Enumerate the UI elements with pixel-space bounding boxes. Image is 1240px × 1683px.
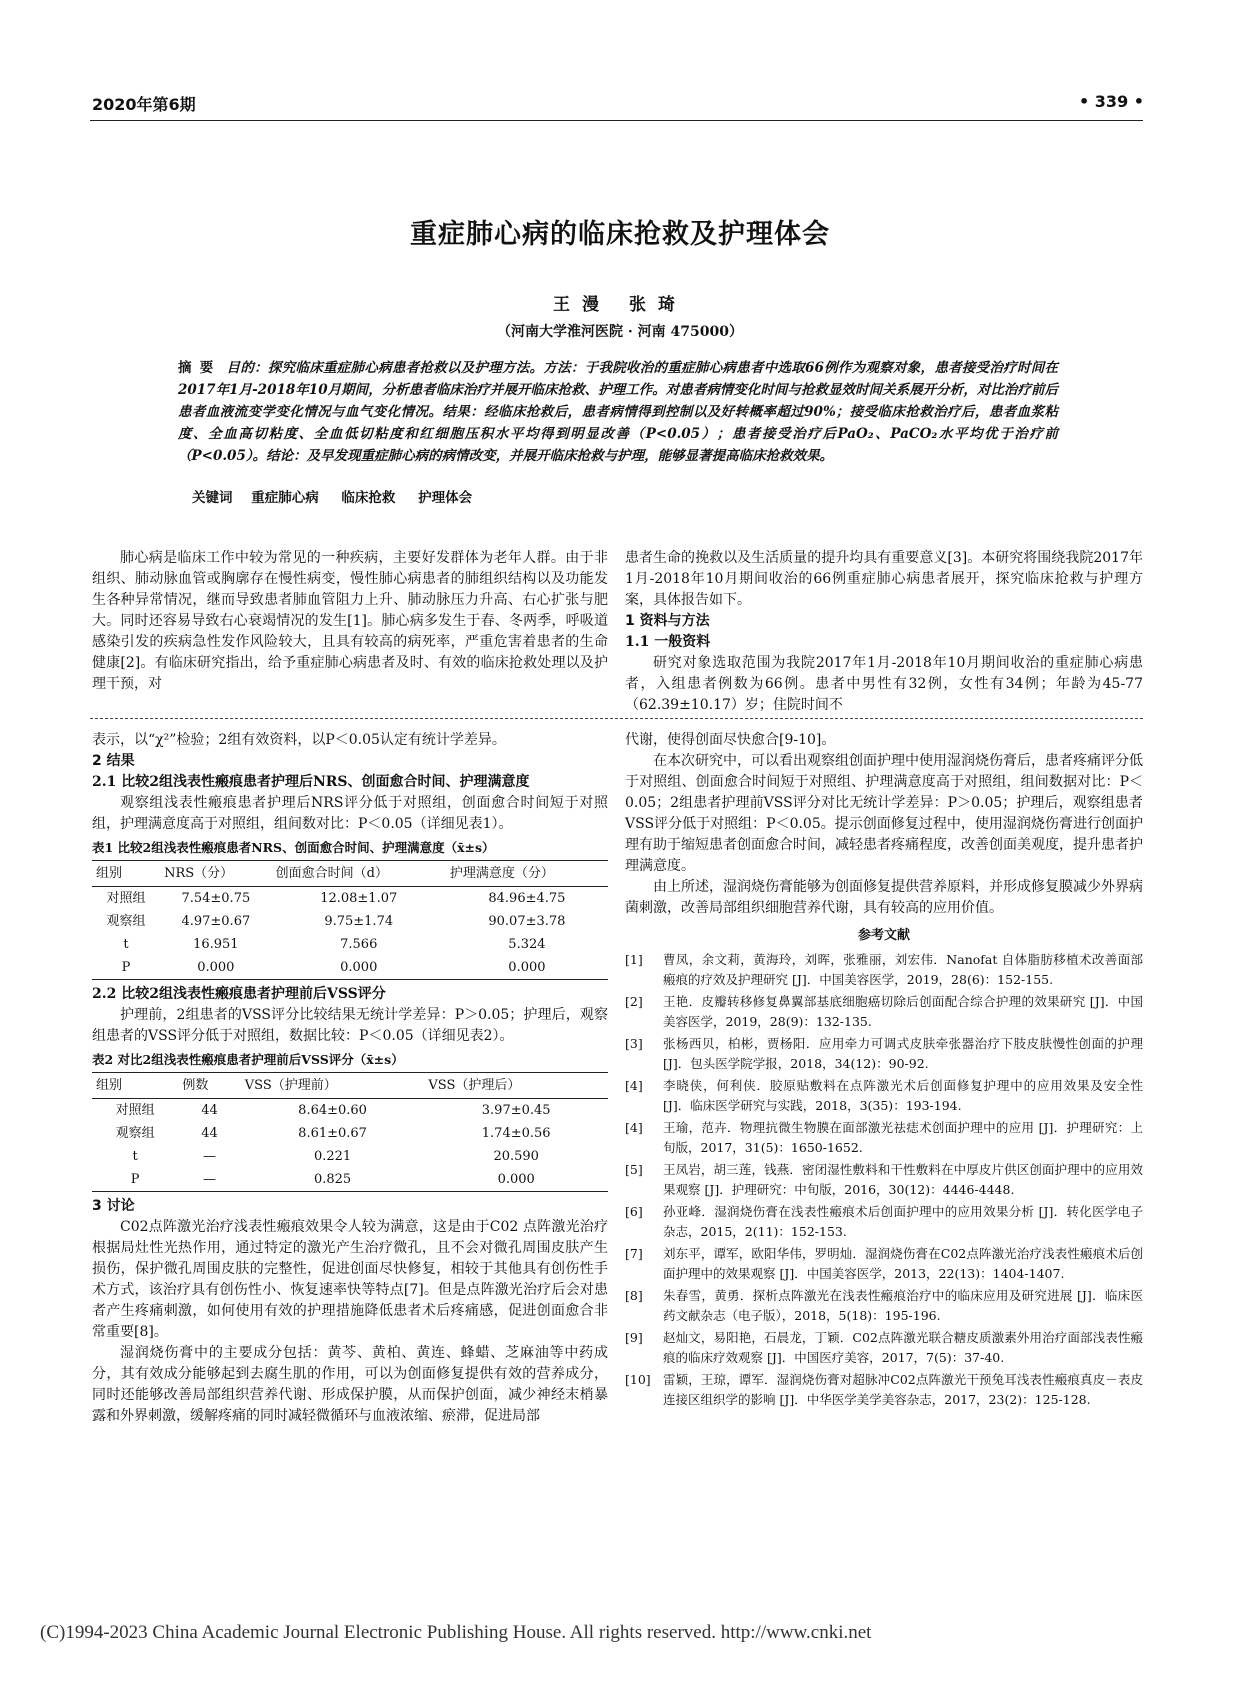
table-cell: 0.000 [160,956,272,980]
table-header: NRS（分） [160,861,272,887]
authors: 王漫 张琦 [553,295,687,315]
table-cell: t [132,1149,138,1164]
table-cell: 90.07±3.78 [488,914,566,929]
header-rule [90,120,1143,121]
table-header: 创面愈合时间（d） [272,861,446,887]
reference-item [625,1118,1143,1158]
table-row [92,1099,608,1123]
keyword: 临床抢救 [341,490,396,506]
intro-paragraph: 肺心病是临床工作中较为常见的一种疾病，主要好发群体为老年人群。由于非组织、肺动脉血管或胸廓存在慢性病变，慢性肺心病患者的肺组织结构以及功能发生各种异常情况，继而导致患者肺血管阻力上升、肺动脉压力升高、右心扩张与肥大。同时还容易导致右心衰竭情况的发生[1]。肺心病多发生于春、冬两季，呼吸道感染引发的疾病急性发作风险较大，且具有较高的病死率，严重危害着患者的生命健康[2]。有临床研究指出，给予重症肺心病患者及时、有效的临床抢救处理以及护理干预，对 [92,550,608,692]
table2 [92,1072,608,1192]
table-cell: 20.590 [493,1149,539,1164]
table-cell: 0.000 [446,956,608,980]
reference-text: 孙亚峰．湿润烧伤膏在浅表性瘢痕术后创面护理中的应用效果分析 [J]．转化医学电子杂志，2015，2(11)：152-153. [663,1204,1143,1239]
table-cell: 44 [201,1126,218,1141]
table-cell: 12.08±1.07 [320,891,398,906]
references-title: 参考文献 [857,928,910,943]
reference-item [625,950,1143,990]
table-cell: 观察组 [115,1126,155,1141]
reference-item [625,1202,1143,1242]
discussion-paragraph: 在本次研究中，可以看出观察组创面护理中使用湿润烧伤膏后，患者疼痛评分低于对照组、创面愈合时间短于对照组、护理满意度高于对照组，组间数据对比：P＜0.05；2组患者护理前VSS评分对比无统计学差异：P＞0.05；护理后，观察组患者VSS评分低于对照组：P＜0.05。提示创面修复过程中，使用湿润烧伤膏进行创面护理有助于缩短患者创面愈合时间，减轻患者疼痛程度，改善创面美观度，提升患者护理满意度。 [625,753,1143,874]
table-cell: 1.74±0.56 [481,1126,551,1141]
upper-left-column [92,548,608,695]
reference-text: 王凤岩，胡三莲，钱燕．密闭湿性敷料和干性敷料在中厚皮片供区创面护理中的应用效果观察 [J]．护理研究：中旬版，2016，30(12)：4446-4448. [663,1162,1143,1197]
result-paragraph: 观察组浅表性瘢痕患者护理后NRS评分低于对照组，创面愈合时间短于对照组，护理满意度高于对照组，组间数对比：P＜0.05（详细见表1）。 [92,795,608,832]
table1 [92,860,608,980]
table-row [92,933,608,956]
table-cell: 5.324 [508,937,546,952]
affiliation: （河南大学淮河医院 · 河南 475000） [497,324,743,340]
table2-caption: 表2 对比2组浅表性瘢痕患者护理前后VSS评分（x̄±s） [92,1052,404,1067]
reference-text: 王艳．皮瓣转移修复鼻翼部基底细胞癌切除后创面配合综合护理的效果研究 [J]．中国美容医学，2019，28(9)：132-135. [663,994,1143,1029]
reference-text: 张杨西贝，柏彬，贾杨阳．应用牵力可调式皮肤牵张器治疗下肢皮肤慢性创面的护理 [J]．包头医学院学报，2018，34(12)：90-92. [663,1036,1143,1071]
reference-number: [3] [625,1036,643,1051]
lower-left-column [92,730,608,1427]
discussion-paragraph-cont: 代谢，使得创面尽快愈合[9-10]。 [625,732,836,748]
reference-item [625,992,1143,1032]
table-cell: 观察组 [106,914,146,929]
table-cell: 4.97±0.67 [181,914,251,929]
reference-number: [8] [625,1288,643,1303]
table-cell: 16.951 [193,937,239,952]
abstract-text: 目的：探究临床重症肺心病患者抢救以及护理方法。方法：于我院收治的重症肺心病患者中选取66例作为观察对象，患者接受治疗时间在2017年1月-2018年10月期间，分析患者临床治疗并展开临床抢救、护理工作。对患者病情变化时间与抢救显效时间关系展开分析，对比治疗前后患者血液流变学变化情况与血气变化情况。结果：经临床抢救后，患者病情得到控制以及好转概率超过90%；接受临床抢救治疗后，患者血浆粘度、全血高切粘度、全血低切粘度和红细胞压积水平均得到明显改善（P<0.05）；患者接受治疗后PaO₂、PaCO₂水平均优于治疗前（P<0.05）。结论：及早发现重症肺心病的病情改变，并展开临床抢救与护理，能够显著提高临床抢救效果。 [178,360,1059,464]
reference-number: [4] [625,1120,643,1135]
upper-right-column [625,548,1143,716]
subsection-heading: 2.1 比较2组浅表性瘢痕患者护理后NRS、创面愈合时间、护理满意度 [92,774,530,790]
reference-number: [1] [625,952,643,967]
table-cell: 对照组 [115,1103,155,1118]
table-cell: 0.000 [424,1168,608,1192]
reference-item [625,1286,1143,1326]
discussion-paragraph: 湿润烧伤膏中的主要成分包括：黄芩、黄柏、黄连、蜂蜡、芝麻油等中药成分，其有效成分能够起到去腐生肌的作用，可以为创面修复提供有效的营养成分，同时还能够改善局部组织营养代谢、形成保护膜，从而保护创面，减少神经末梢暴露和外界刺激，缓解疼痛的同时减轻微循环与血液浓缩、瘀滞，促进局部 [92,1345,608,1424]
copyright-footer: (C)1994-2023 China Academic Journal Electronic Publishing House. All rights reserved. http://www.cnki.net [40,1622,872,1643]
reference-item [625,1244,1143,1284]
table1-caption: 表1 比较2组浅表性瘢痕患者NRS、创面愈合时间、护理满意度（x̄±s） [92,840,495,855]
table-header: 组别 [92,861,160,887]
table-cell: — [203,1149,217,1164]
reference-item [625,1076,1143,1116]
lower-right-column [625,730,1143,1412]
table-row [92,887,608,911]
general-data-paragraph: 研究对象选取范围为我院2017年1月-2018年10月期间收治的重症肺心病患者，入组患者例数为66例。患者中男性有32例，女性有34例；年龄为45-77（62.39±10.17）岁；住院时间不 [625,655,1143,713]
table-header: 例数 [178,1073,240,1099]
table-header: VSS（护理前） [241,1073,425,1099]
table-cell: 84.96±4.75 [488,891,566,906]
reference-list [625,950,1143,1410]
table-cell: 7.54±0.75 [181,891,251,906]
reference-number: [6] [625,1204,643,1219]
reference-text: 雷颖，王琼，谭军．湿润烧伤膏对超脉冲C02点阵激光干预兔耳浅表性瘢痕真皮－表皮连接区组织学的影响 [J]．中华医学美学美容杂志，2017，23(2)：125-128. [663,1372,1143,1407]
discussion-paragraph: C02点阵激光治疗浅表性瘢痕效果令人较为满意，这是由于C02 点阵激光治疗根据局灶性光热作用，通过特定的激光产生治疗微孔，且不会对微孔周围皮肤产生损伤，保护微孔周围皮肤的完整性，促进创面尽快修复，相较于其他具有创伤性手术方式，该治疗具有创伤性小、恢复速率快等特点[7]。但是点阵激光治疗后会对患者产生疼痛刺激，如何使用有效的护理措施降低患者术后疼痛感，促进创面愈合非常重要[8]。 [92,1219,608,1340]
section-divider [90,718,1143,719]
table-cell: 3.97±0.45 [481,1103,551,1118]
table-cell: P [92,956,160,980]
reference-item [625,1328,1143,1368]
reference-item [625,1370,1143,1410]
table-row [92,910,608,933]
reference-text: 曹凤，余文莉，黄海玲，刘晖，张雅丽，刘宏伟．Nanofat 自体脂肪移植术改善面部瘢痕的疗效及护理研究 [J]．中国美容医学，2019，28(6)：152-155. [663,952,1143,987]
table-header: VSS（护理后） [424,1073,608,1099]
table-cell: 0.825 [241,1168,425,1192]
reference-text: 刘东平，谭军，欧阳华伟，罗明灿．湿润烧伤膏在C02点阵激光治疗浅表性瘢痕术后创面护理中的效果观察 [J]．中国美容医学，2013，22(13)：1404-1407. [663,1246,1143,1281]
reference-number: [9] [625,1330,643,1345]
table-row [92,1145,608,1168]
table-header: 组别 [92,1073,178,1099]
section-heading: 2 结果 [92,753,135,769]
table-cell: P [92,1168,178,1192]
keyword: 护理体会 [418,490,473,506]
table-cell: 0.221 [313,1149,352,1164]
table-cell: — [178,1168,240,1192]
reference-item [625,1034,1143,1074]
intro-paragraph-cont: 患者生命的挽救以及生活质量的提升均具有重要意义[3]。本研究将围绕我院2017年1月-2018年10月期间收治的66例重症肺心病患者展开，探究临床抢救与护理方案，具体报告如下。 [625,550,1143,608]
abstract-label: 摘要 [178,360,222,376]
table-header: 护理满意度（分） [446,861,608,887]
conclusion-paragraph: 由上所述，湿润烧伤膏能够为创面修复提供营养原料，并形成修复膜减少外界病菌刺激，改善局部组织细胞营养代谢，具有较高的应用价值。 [625,879,1143,916]
table-cell: t [123,937,129,952]
keywords-label: 关键词 [192,490,233,506]
table-cell: 9.75±1.74 [324,914,394,929]
result-paragraph: 护理前，2组患者的VSS评分比较结果无统计学差异：P＞0.05；护理后，观察组患者的VSS评分低于对照组，数据比较：P＜0.05（详细见表2）。 [92,1007,608,1044]
abstract [178,357,1058,467]
reference-text: 李晓侠，何利侠．胶原贴敷料在点阵激光术后创面修复护理中的应用效果及安全性 [J]．临床医学研究与实践，2018，3(35)：193-194. [663,1078,1143,1113]
reference-number: [5] [625,1162,643,1177]
article-title: 重症肺心病的临床抢救及护理体会 [410,219,830,250]
section-heading: 1 资料与方法 [625,613,710,629]
table-row [92,1122,608,1145]
page-number: • 339 • [1079,92,1144,111]
table-cell: 7.566 [340,937,378,952]
subsection-heading: 1.1 一般资料 [625,634,711,650]
keyword: 重症肺心病 [251,490,319,506]
table-cell: 8.61±0.67 [298,1126,367,1141]
reference-number: [7] [625,1246,643,1261]
table-cell: 8.64±0.60 [298,1103,367,1118]
table-cell: 44 [201,1103,218,1118]
reference-number: [4] [625,1078,643,1093]
reference-number: [10] [625,1372,651,1387]
reference-text: 王瑜，范卉．物理抗微生物膜在面部激光祛痣术创面护理中的应用 [J]．护理研究：上旬版，2017，31(5)：1650-1652. [663,1120,1143,1155]
keywords [192,486,490,506]
reference-text: 赵灿文，易阳艳，石晨龙，丁颖．C02点阵激光联合糖皮质激素外用治疗面部浅表性瘢痕的临床疗效观察 [J]．中国医疗美容，2017，7(5)：37-40. [663,1330,1143,1365]
table-cell: 对照组 [106,891,146,906]
reference-text: 朱春雪，黄勇．探析点阵激光在浅表性瘢痕治疗中的临床应用及研究进展 [J]．临床医药文献杂志（电子版），2018，5(18)：195-196. [663,1288,1143,1323]
subsection-heading: 2.2 比较2组浅表性瘢痕患者护理前后VSS评分 [92,986,386,1002]
journal-issue: 2020年第6期 [92,95,196,114]
reference-item [625,1160,1143,1200]
table-row [92,1168,608,1192]
stat-paragraph: 表示，以“χ²”检验；2组有效资料，以P＜0.05认定有统计学差异。 [92,732,506,748]
table-row [92,956,608,980]
table-cell: 0.000 [272,956,446,980]
reference-number: [2] [625,994,643,1009]
section-heading: 3 讨论 [92,1198,135,1214]
